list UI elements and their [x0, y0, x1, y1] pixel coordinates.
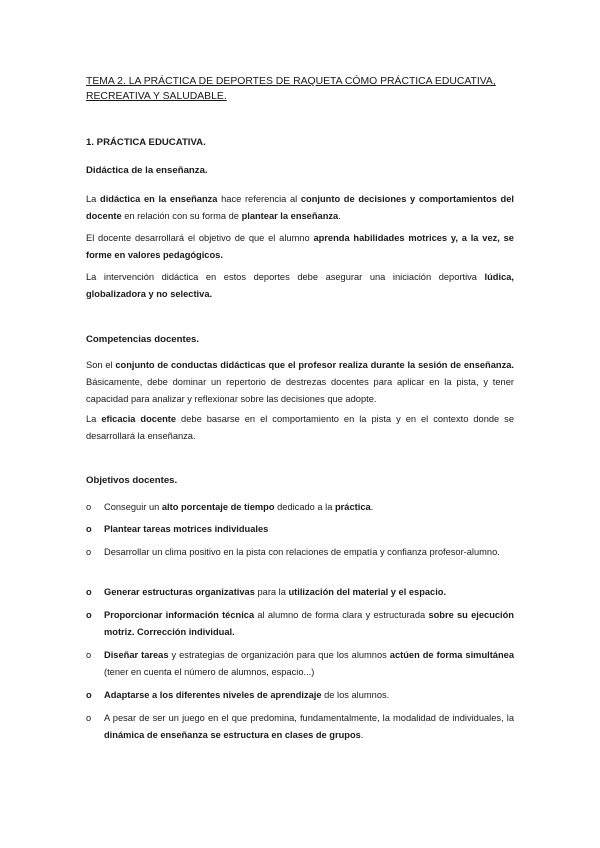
- bold-text: utilización del material y el espacio.: [288, 587, 447, 597]
- bullet-marker: o: [86, 610, 92, 620]
- bullet-marker: o: [86, 502, 92, 512]
- bullet-marker: o: [86, 587, 92, 597]
- text: .: [370, 502, 374, 512]
- bold-text: Diseñar tareas: [104, 650, 169, 660]
- text: en relación con su forma de: [121, 211, 242, 221]
- bullet-marker: o: [86, 650, 92, 660]
- text: al alumno de forma clara y estructurada: [254, 610, 429, 620]
- text: Plantear tareas motrices individuales: [104, 524, 269, 534]
- bold-text: conjunto de conductas didácticas que el profesor realiza durante la sesión de enseñanza.: [115, 360, 514, 370]
- paragraph-objetivo: [86, 230, 514, 264]
- list-item: [86, 499, 514, 516]
- text: (tener en cuenta el número de alumnos, espacio...): [104, 667, 315, 677]
- list-item: [86, 584, 514, 601]
- text: Básicamente, debe dominar un repertorio de destrezas docentes para aplicar en la pista, y tener capacidad para analizar y reflexionar sobre las decisiones que adopte.: [86, 377, 514, 404]
- paragraph-intervencion: [86, 269, 514, 303]
- bold-text: Proporcionar información técnica: [104, 610, 255, 620]
- text: A pesar de ser un juego en el que predomina, fundamentalmente, la modalidad de individuales, la: [104, 713, 514, 723]
- text: La: [86, 194, 101, 204]
- title-line-2: RECREATIVA Y SALUDABLE.: [86, 91, 227, 102]
- text: para la: [254, 587, 289, 597]
- text: de los alumnos.: [321, 690, 390, 700]
- bold-text: alto porcentaje de tiempo: [161, 502, 275, 512]
- heading-competencias: Competencias docentes.: [86, 334, 200, 345]
- list-item: [86, 687, 514, 704]
- bold-text: conjunto de decisiones y comportamientos del docente: [86, 194, 514, 221]
- text: Desarrollar un clima positivo en la pista con relaciones de empatía y confianza profesor-alumno.: [104, 547, 500, 557]
- bullet-marker: o: [86, 713, 92, 723]
- bold-text: dinámica de enseñanza se estructura en clases de grupos: [104, 730, 361, 740]
- bold-text: práctica: [335, 502, 371, 512]
- document-title: [86, 74, 514, 104]
- text: La intervención didáctica en estos deportes debe asegurar una iniciación deportiva: [86, 272, 485, 282]
- text: Conseguir un: [104, 502, 162, 512]
- text: dedicado a la: [274, 502, 335, 512]
- heading-objetivos: Objetivos docentes.: [86, 475, 178, 486]
- bullet-marker: o: [86, 690, 92, 700]
- bold-text: aprenda habilidades motrices y, a la vez, se forme en valores pedagógicos.: [86, 233, 514, 260]
- bold-text: Generar estructuras organizativas: [104, 587, 255, 597]
- bold-text: eficacia docente: [101, 414, 177, 424]
- bullet-marker: o: [86, 547, 92, 557]
- bold-text: didáctica en la enseñanza: [100, 194, 218, 204]
- section-heading-practica: 1. PRÁCTICA EDUCATIVA.: [86, 137, 206, 148]
- text: La: [86, 414, 102, 424]
- paragraph-didactica: [86, 191, 514, 225]
- paragraph-competencias: [86, 357, 514, 408]
- bold-text: plantear la enseñanza: [241, 211, 339, 221]
- list-item: [86, 607, 514, 641]
- text: Son el: [86, 360, 116, 370]
- text: .: [360, 730, 364, 740]
- bold-text: Adaptarse a los diferentes niveles de aprendizaje: [104, 690, 322, 700]
- list-item: [86, 521, 514, 538]
- title-line-1: TEMA 2. LA PRÁCTICA DE DEPORTES DE RAQUETA CÓMO PRÁCTICA EDUCATIVA,: [86, 76, 496, 87]
- bullet-marker: o: [86, 524, 92, 534]
- list-item: [86, 544, 514, 561]
- text: .: [338, 211, 341, 221]
- text: debe basarse en el comportamiento en la pista y en el contexto donde se desarrollará la enseñanza.: [86, 414, 514, 441]
- bold-text: sobre su ejecución motriz. Corrección individual.: [104, 610, 514, 637]
- paragraph-eficacia: [86, 411, 514, 445]
- bold-text: lúdica, globalizadora y no selectiva.: [86, 272, 514, 299]
- list-item: [86, 710, 514, 744]
- text: El docente desarrollará el objetivo de que el alumno: [86, 233, 314, 243]
- subheading-didactica: Didáctica de la enseñanza.: [86, 165, 208, 176]
- bold-text: actúen de forma simultánea: [389, 650, 514, 660]
- text: y estrategias de organización para que los alumnos: [168, 650, 390, 660]
- list-item: [86, 647, 514, 681]
- text: hace referencia al: [217, 194, 301, 204]
